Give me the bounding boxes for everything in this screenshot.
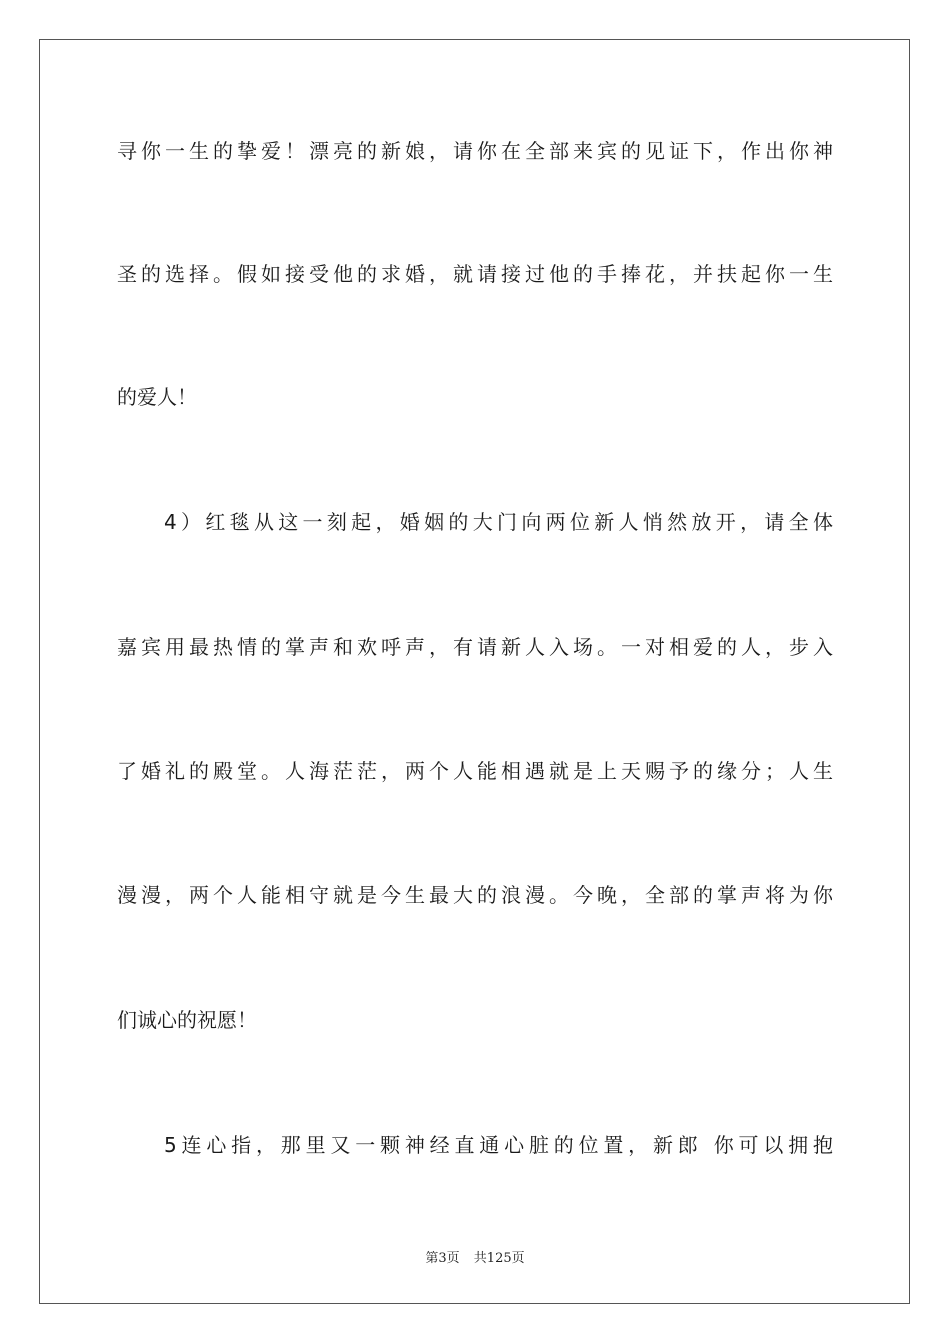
paragraph-line: 嘉宾用最热情的掌声和欢呼声，有请新人入场。一对相爱的人，步入 — [117, 635, 833, 659]
paragraph-line: 4）红毯从这一刻起，婚姻的大门向两位新人悄然放开，请全体 — [164, 510, 833, 534]
paragraph-line: 寻你一生的挚爱！漂亮的新娘，请你在全部来宾的见证下，作出你神 — [117, 139, 833, 163]
paragraph-line: 漫漫，两个人能相守就是今生最大的浪漫。今晚，全部的掌声将为你 — [117, 883, 833, 907]
total-pages: 共125页 — [473, 1251, 525, 1266]
paragraph-line: 圣的选择。假如接受他的求婚，就请接过他的手捧花，并扶起你一生 — [117, 262, 833, 286]
paragraph-line: 的爱人！ — [117, 385, 197, 409]
paragraph-line: 了婚礼的殿堂。人海茫茫，两个人能相遇就是上天赐予的缘分；人生 — [117, 759, 833, 783]
paragraph-line: 5连心指，那里又一颗神经直通心脏的位置，新郎 你可以拥抱 — [164, 1133, 833, 1157]
page-number: 第3页 — [425, 1251, 460, 1266]
page-border — [39, 39, 910, 1304]
page-footer — [0, 1247, 950, 1266]
paragraph-line: 们诚心的祝愿！ — [117, 1008, 257, 1032]
